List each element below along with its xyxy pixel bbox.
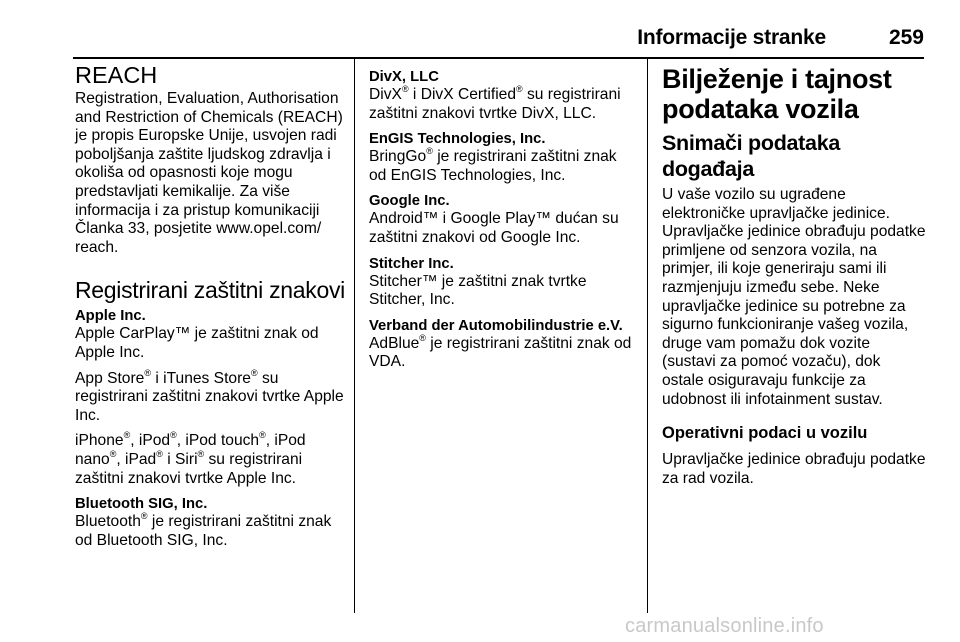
stitcher-heading: Stitcher Inc. [369,255,454,272]
vda-heading: Verband der Automobilindustrie e.V. [369,317,623,334]
engis-paragraph: BringGo® je registrirani zaštitni znak od EnGIS Technologies, Inc. [369,146,617,184]
apple-paragraph-1: Apple CarPlay™ je zaštitni znak od Apple Inc. [75,325,319,361]
google-heading: Google Inc. [369,193,450,210]
divx-heading: DivX, LLC [369,69,439,85]
column-2 [369,62,637,379]
apple-heading: Apple Inc. [75,308,146,325]
column-3 [662,62,926,495]
column-1 [75,62,348,557]
bluetooth-heading: Bluetooth SIG, Inc. [75,496,208,513]
vda-paragraph: AdBlue® je registrirani zaštitni znak od VDA. [369,332,632,371]
stitcher-paragraph: Stitcher™ je zaštitni znak tvrtke Stitcher, Inc. [369,272,587,309]
divx-paragraph: DivX® i DivX Certified® su registrirani zaštitni znakovi tvrtke DivX, LLC. [369,84,621,122]
reach-paragraph: Registration, Evaluation, Authorisation and Restriction of Chemicals (REACH) je propis Europske Unije, usvojen radi poboljšanja zaštite ljudskog zdravlja i okoliša od opasnosti koje mogu predstavljati kemikalije. Za više informacija i za pristup komunikaciji Članka 33, posjetite www.opel.com/ reach. [75,90,343,256]
event-recorders-heading: Snimači podataka događaja [662,131,841,181]
apple-paragraph-3: iPhone®, iPod®, iPod touch®, iPod nano®, iPad® i Siri® su registrirani zaštitni znakovi tvrtke Apple Inc. [75,430,306,487]
engis-heading: EnGIS Technologies, Inc. [369,131,546,148]
event-recorders-paragraph: U vaše vozilo su ugrađene elektroničke upravljačke jedinice. Upravljačke jedinice obrađuju podatke primljene od senzora vozila, na primjer, ili koje generiraju sami ili razmjenjuju između sebe. Neke upravljačke jedinice su potrebne za sigurno funkcioniranje vašeg vozila, druge vam pomažu dok vozite (sustavi za pomoć vozaču), dok ostale osiguravaju funkcije za udobnost ili infotainment sustav. [662,186,926,408]
column-divider-2 [647,59,648,613]
trademarks-heading: Registrirani zaštitni znakovi [75,277,345,304]
data-privacy-heading: Bilježenje i tajnost podataka vozila [662,64,892,124]
operating-data-heading: Operativni podaci u vozilu [662,424,868,443]
bluetooth-paragraph: Bluetooth® je registrirani zaštitni znak od Bluetooth SIG, Inc. [75,511,332,549]
reach-heading: REACH [75,62,158,88]
header-title: Informacije stranke [637,26,826,49]
column-divider-1 [354,59,355,613]
watermark: carmanualsonline.info [625,615,824,637]
apple-paragraph-2: App Store® i iTunes Store® su registrirani zaštitni znakovi tvrtke Apple Inc. [75,367,344,424]
page-number: 259 [888,26,924,49]
operating-data-paragraph: Upravljačke jedinice obrađuju podatke za rad vozila. [662,451,926,487]
header-rule [73,57,924,59]
google-paragraph: Android™ i Google Play™ dućan su zaštitni znakovi od Google Inc. [369,210,619,246]
